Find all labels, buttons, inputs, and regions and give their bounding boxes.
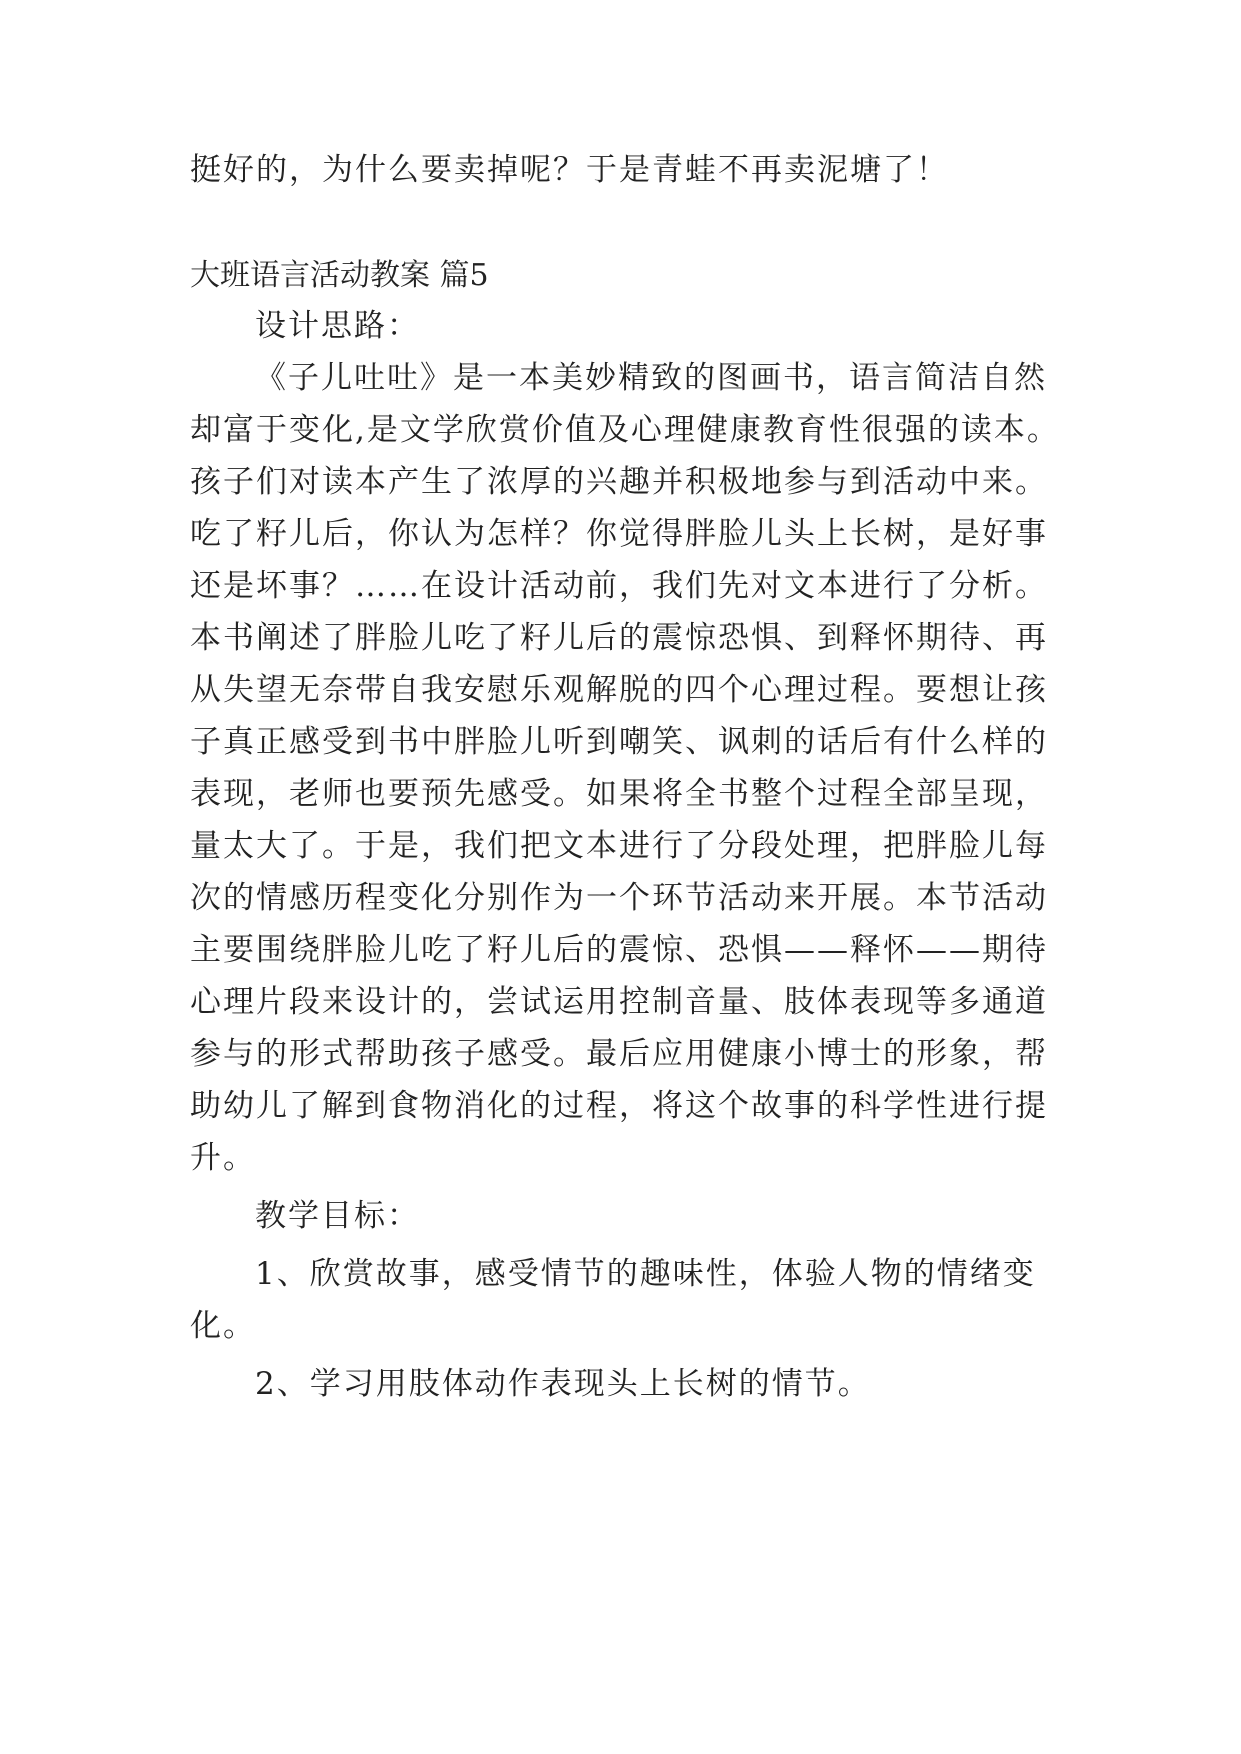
intro-line: 挺好的，为什么要卖掉呢？于是青蛙不再卖泥塘了！ (190, 152, 949, 188)
design-line: 表现，老师也要预先感受。如果将全书整个过程全部呈现， (190, 776, 1048, 812)
design-line: 吃了籽儿后，你认为怎样？你觉得胖脸儿头上长树，是好事 (190, 516, 1048, 552)
design-line: 升。 (190, 1140, 256, 1176)
design-line: 子真正感受到书中胖脸儿听到嘲笑、讽刺的话后有什么样的 (190, 724, 1048, 760)
goal-1-line-2: 化。 (190, 1308, 256, 1344)
goal-1-line-1: 1、欣赏故事，感受情节的趣味性，体验人物的情绪变 (255, 1256, 1036, 1292)
design-line: 从失望无奈带自我安慰乐观解脱的四个心理过程。要想让孩 (190, 672, 1048, 708)
design-label: 设计思路： (255, 308, 420, 344)
design-line: 本书阐述了胖脸儿吃了籽儿后的震惊恐惧、到释怀期待、再 (190, 620, 1048, 656)
design-line: 助幼儿了解到食物消化的过程，将这个故事的科学性进行提 (190, 1088, 1048, 1124)
design-line: 心理片段来设计的，尝试运用控制音量、肢体表现等多通道 (190, 984, 1048, 1020)
design-line: 参与的形式帮助孩子感受。最后应用健康小博士的形象，帮 (190, 1036, 1048, 1072)
design-line: 还是坏事？……在设计活动前，我们先对文本进行了分析。 (190, 568, 1048, 604)
design-line: 孩子们对读本产生了浓厚的兴趣并积极地参与到活动中来。 (190, 464, 1048, 500)
section-heading: 大班语言活动教案 篇5 (190, 258, 489, 293)
goals-label: 教学目标： (255, 1198, 420, 1234)
design-line: 却富于变化,是文学欣赏价值及心理健康教育性很强的读本。 (190, 412, 1060, 448)
design-line: 量太大了。于是，我们把文本进行了分段处理，把胖脸儿每 (190, 828, 1048, 864)
design-line: 次的情感历程变化分别作为一个环节活动来开展。本节活动 (190, 880, 1048, 916)
design-line: 《子儿吐吐》是一本美妙精致的图画书，语言简洁自然 (255, 360, 1047, 396)
design-line: 主要围绕胖脸儿吃了籽儿后的震惊、恐惧——释怀——期待 (190, 932, 1048, 968)
goal-2-line-1: 2、学习用肢体动作表现头上长树的情节。 (255, 1366, 871, 1402)
